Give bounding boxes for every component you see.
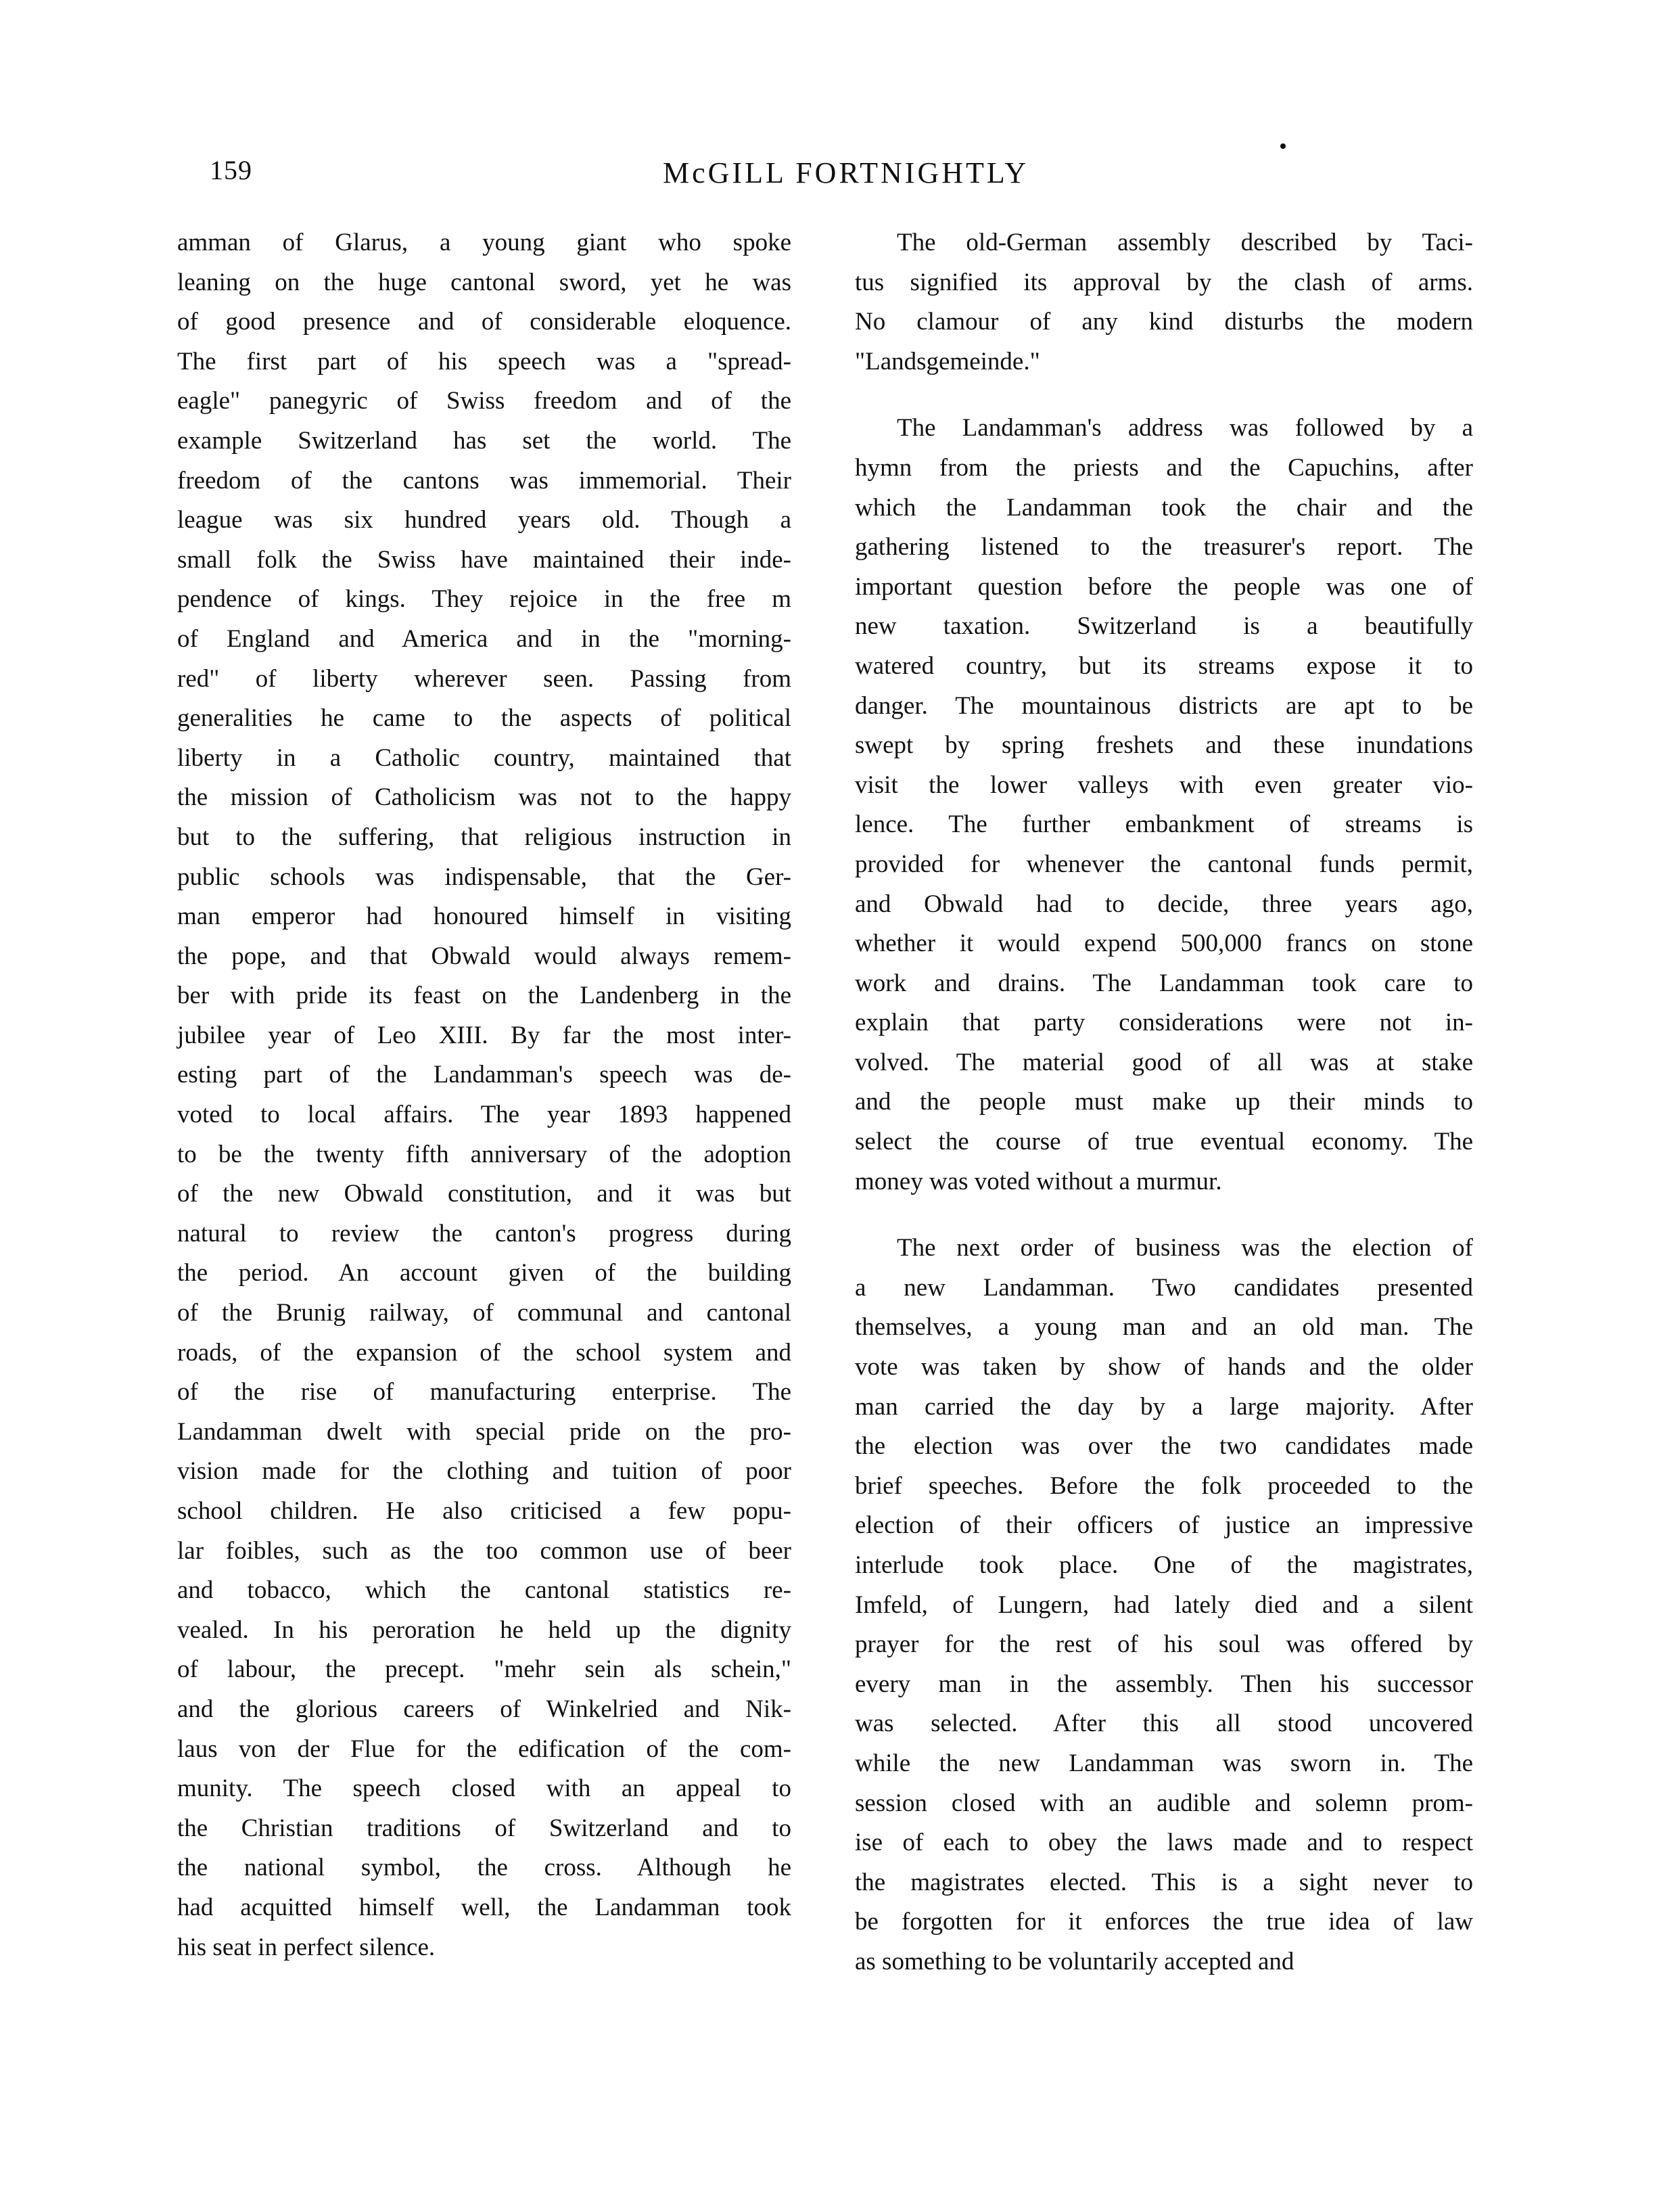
text-line: laus von der Flue for the edification of the com- bbox=[177, 1735, 791, 1763]
text-line: money was voted without a murmur. bbox=[855, 1167, 1222, 1195]
text-line: provided for whenever the cantonal funds permit, bbox=[855, 850, 1473, 878]
text-line: lar foibles, such as the too common use of beer bbox=[177, 1536, 791, 1565]
text-line: to be the twenty fifth anniversary of the adoption bbox=[177, 1140, 791, 1168]
text-line: the magistrates elected. This is a sight never to bbox=[855, 1868, 1473, 1896]
text-line: "Landsgemeinde." bbox=[855, 347, 1040, 375]
text-line: hymn from the priests and the Capuchins, after bbox=[855, 453, 1473, 482]
paragraph bbox=[855, 223, 1473, 382]
text-line: tus signified its approval by the clash of arms. bbox=[855, 268, 1473, 296]
text-line: generalities he came to the aspects of political bbox=[177, 704, 791, 733]
text-line: natural to review the canton's progress during bbox=[177, 1219, 791, 1248]
text-line: the period. An account given of the building bbox=[177, 1259, 791, 1287]
text-line: be forgotten for it enforces the true idea of law bbox=[855, 1908, 1473, 1936]
text-line: ise of each to obey the laws made and to respect bbox=[855, 1829, 1473, 1857]
page-number: 159 bbox=[210, 155, 252, 185]
text-line: explain that party considerations were not in- bbox=[855, 1009, 1473, 1037]
text-line: vealed. In his peroration he held up the dignity bbox=[177, 1616, 791, 1644]
text-line: danger. The mountainous districts are apt to be bbox=[855, 691, 1473, 720]
text-line: lence. The further embankment of streams is bbox=[855, 810, 1473, 839]
text-line: the election was over the two candidates made bbox=[855, 1432, 1473, 1461]
text-line: of England and America and in the "morning- bbox=[177, 624, 791, 653]
text-line: volved. The material good of all was at stake bbox=[855, 1048, 1473, 1076]
text-line: new taxation. Switzerland is a beautifully bbox=[855, 612, 1473, 641]
text-line: freedom of the cantons was immemorial. Their bbox=[177, 466, 791, 495]
text-line: The Landamman's address was followed by a bbox=[897, 414, 1473, 442]
running-title: McGILL FORTNIGHTLY bbox=[663, 156, 1029, 189]
text-line: and the glorious careers of Winkelried and Nik- bbox=[177, 1695, 791, 1723]
text-line: red" of liberty wherever seen. Passing from bbox=[177, 664, 791, 693]
left-column bbox=[177, 223, 791, 1967]
text-line: of the new Obwald constitution, and it was but bbox=[177, 1180, 791, 1208]
text-line: gathering listened to the treasurer's report. The bbox=[855, 533, 1473, 562]
text-line: No clamour of any kind disturbs the modern bbox=[855, 308, 1473, 336]
text-line: was selected. After this all stood uncovered bbox=[855, 1710, 1473, 1738]
text-line: voted to local affairs. The year 1893 happened bbox=[177, 1101, 791, 1129]
text-line: of the Brunig railway, of communal and cantonal bbox=[177, 1299, 791, 1327]
text-line: liberty in a Catholic country, maintained that bbox=[177, 744, 791, 772]
text-line: vote was taken by show of hands and the older bbox=[855, 1353, 1473, 1381]
text-line: brief speeches. Before the folk proceeded to the bbox=[855, 1471, 1473, 1500]
text-line: his seat in perfect silence. bbox=[177, 1933, 436, 1961]
text-line: while the new Landamman was sworn in. The bbox=[855, 1749, 1473, 1777]
text-line: election of their officers of justice an impressive bbox=[855, 1511, 1473, 1540]
paragraph bbox=[177, 223, 791, 1967]
paragraph-gap bbox=[855, 1202, 1473, 1229]
text-line: the mission of Catholicism was not to the happy bbox=[177, 783, 791, 812]
text-line: a new Landamman. Two candidates presented bbox=[855, 1273, 1473, 1302]
text-line: roads, of the expansion of the school system and bbox=[177, 1338, 791, 1367]
text-line: important question before the people was one of bbox=[855, 572, 1473, 601]
text-line: prayer for the rest of his soul was offered by bbox=[855, 1630, 1473, 1659]
text-line: esting part of the Landamman's speech was de- bbox=[177, 1061, 791, 1089]
text-line: the national symbol, the cross. Although he bbox=[177, 1854, 791, 1882]
text-line: amman of Glarus, a young giant who spoke bbox=[177, 229, 791, 256]
text-line: the pope, and that Obwald would always remem- bbox=[177, 942, 791, 970]
text-line: eagle" panegyric of Swiss freedom and of the bbox=[177, 387, 791, 415]
text-line: man emperor had honoured himself in visiting bbox=[177, 902, 791, 931]
text-line: but to the suffering, that religious instruction in bbox=[177, 823, 791, 851]
text-line: ber with pride its feast on the Landenberg in the bbox=[177, 982, 791, 1010]
text-line: man carried the day by a large majority. After bbox=[855, 1392, 1473, 1421]
text-line: league was six hundred years old. Though a bbox=[177, 506, 791, 534]
text-line: of the rise of manufacturing enterprise. The bbox=[177, 1378, 791, 1406]
text-line: as something to be voluntarily accepted and bbox=[855, 1947, 1294, 1975]
text-line: visit the lower valleys with even greater vio- bbox=[855, 771, 1473, 799]
text-line: school children. He also criticised a few popu- bbox=[177, 1497, 791, 1525]
text-line: work and drains. The Landamman took care to bbox=[855, 969, 1473, 997]
right-column bbox=[855, 223, 1473, 1982]
text-line: leaning on the huge cantonal sword, yet he was bbox=[177, 268, 791, 296]
text-line: pendence of kings. They rejoice in the free m bbox=[177, 585, 791, 614]
text-line: session closed with an audible and solemn prom- bbox=[855, 1789, 1473, 1817]
text-line: example Switzerland has set the world. The bbox=[177, 426, 791, 455]
text-line: watered country, but its streams expose it to bbox=[855, 651, 1473, 680]
text-line: select the course of true eventual economy. The bbox=[855, 1128, 1473, 1156]
text-line: themselves, a young man and an old man. The bbox=[855, 1313, 1473, 1342]
text-line: jubilee year of Leo XIII. By far the most inter- bbox=[177, 1021, 791, 1049]
text-line: whether it would expend 500,000 francs on stone bbox=[855, 930, 1473, 958]
text-line: The old-German assembly described by Taci- bbox=[897, 229, 1473, 256]
text-line: which the Landamman took the chair and the bbox=[855, 493, 1473, 522]
text-line: every man in the assembly. Then his successor bbox=[855, 1670, 1473, 1698]
text-line: vision made for the clothing and tuition of poor bbox=[177, 1457, 791, 1486]
text-line: and tobacco, which the cantonal statistics re- bbox=[177, 1576, 791, 1605]
text-line: had acquitted himself well, the Landamman took bbox=[177, 1893, 791, 1921]
text-line: of good presence and of considerable eloquence. bbox=[177, 308, 791, 336]
text-line: the Christian traditions of Switzerland and to bbox=[177, 1814, 791, 1842]
text-line: and the people must make up their minds to bbox=[855, 1088, 1473, 1116]
paragraph-gap bbox=[855, 382, 1473, 409]
paragraph bbox=[855, 409, 1473, 1202]
paragraph bbox=[855, 1229, 1473, 1982]
text-line: and Obwald had to decide, three years ago, bbox=[855, 890, 1473, 918]
text-line: The first part of his speech was a "spread- bbox=[177, 347, 791, 375]
text-line: munity. The speech closed with an appeal to bbox=[177, 1775, 791, 1803]
text-line: Imfeld, of Lungern, had lately died and a silent bbox=[855, 1591, 1473, 1619]
text-line: Landamman dwelt with special pride on the pro- bbox=[177, 1417, 791, 1446]
text-line: small folk the Swiss have maintained their inde- bbox=[177, 545, 791, 574]
text-line: swept by spring freshets and these inundations bbox=[855, 731, 1473, 760]
text-line: The next order of business was the election of bbox=[897, 1234, 1473, 1262]
text-line: interlude took place. One of the magistrates, bbox=[855, 1551, 1473, 1579]
text-line: public schools was indispensable, that the Ger- bbox=[177, 863, 791, 891]
print-speck bbox=[1280, 143, 1286, 149]
text-line: of labour, the precept. "mehr sein als schein," bbox=[177, 1655, 791, 1684]
